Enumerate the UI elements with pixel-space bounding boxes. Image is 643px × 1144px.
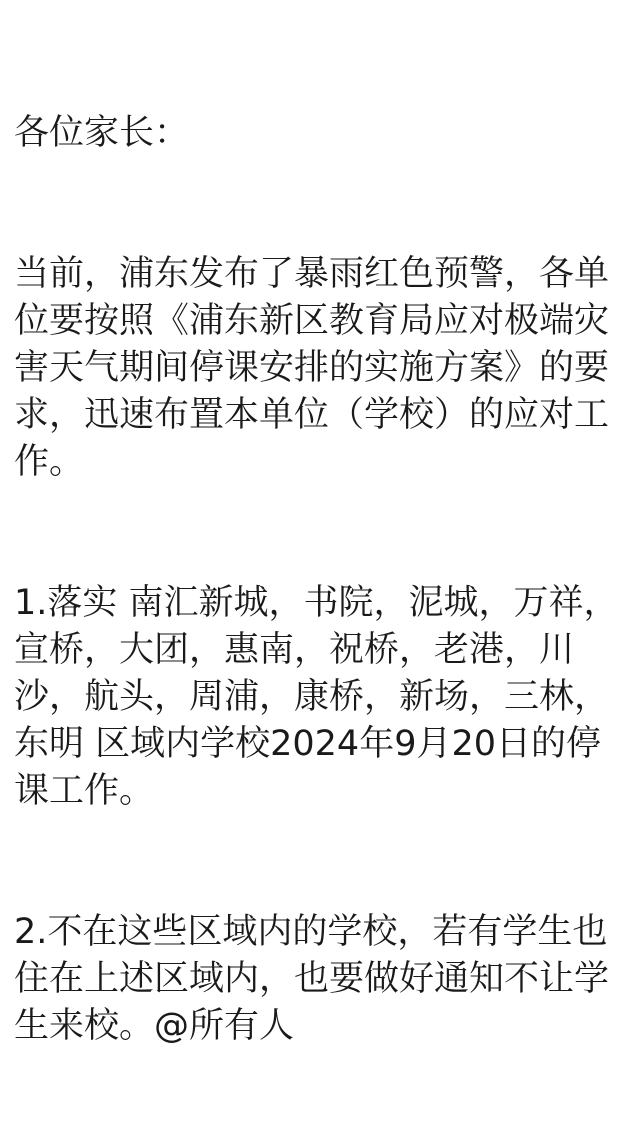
notice-paragraph-3: 2.不在这些区域内的学校，若有学生也住在上述区域内，也要做好通知不让学生来校。@所有人 [14,912,610,1046]
notice-text-block [14,16,629,1144]
notice-paragraph-2: 1.落实 南汇新城，书院，泥城，万祥，宣桥，大团，惠南，祝桥，老港，川沙，航头，周浦，康桥，新场，三林，东明 区域内学校2024年9月20日的停课工作。 [14,583,619,811]
notice-salutation: 各位家长： [14,113,190,153]
notice-paragraph-1: 当前，浦东发布了暴雨红色预警，各单位要按照《浦东新区教育局应对极端灾害天气期间停课安排的实施方案》的要求，迅速布置本单位（学校）的应对工作。 [14,254,610,482]
